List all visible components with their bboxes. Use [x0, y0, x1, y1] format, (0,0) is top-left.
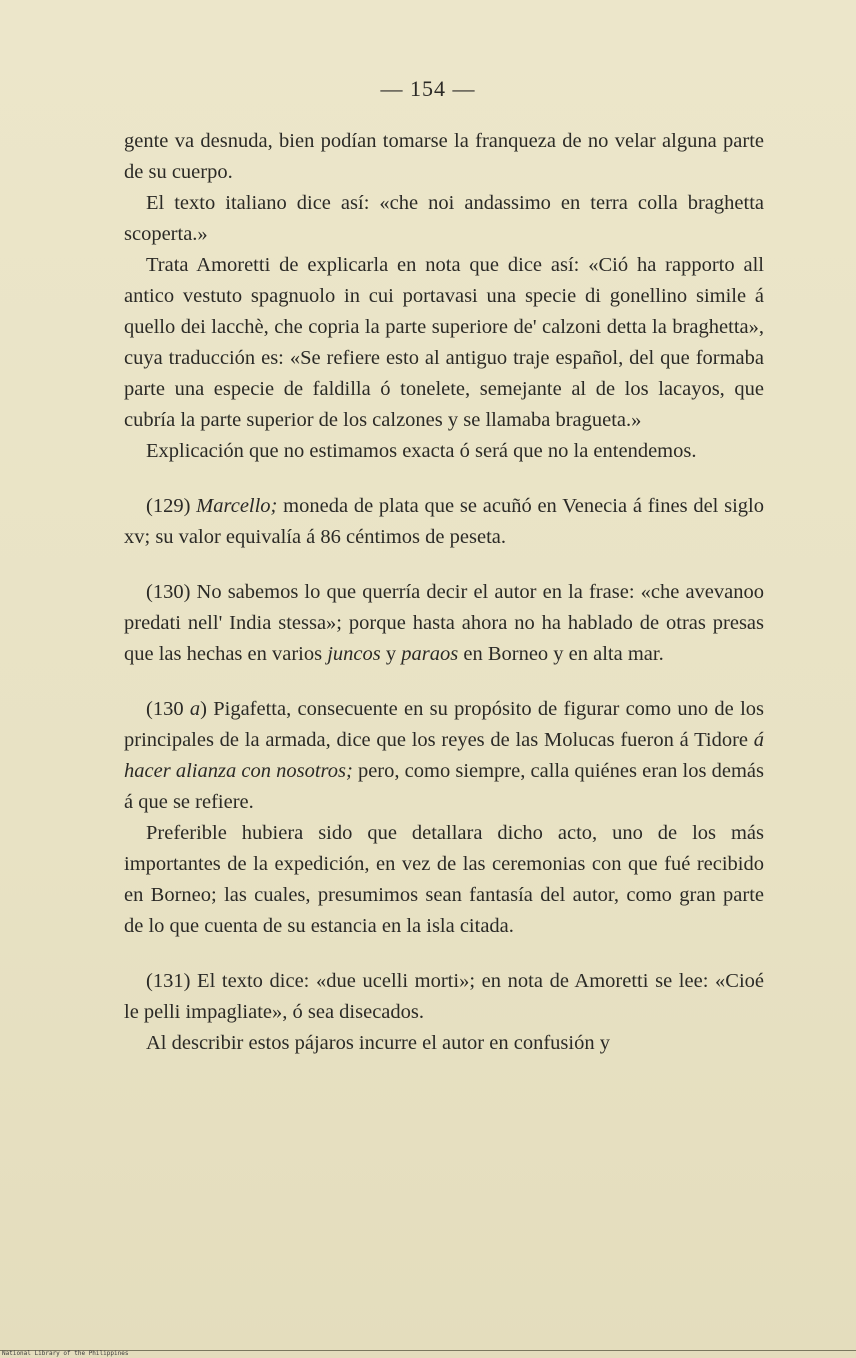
paragraph-p5: [124, 491, 764, 553]
body-text: [124, 126, 764, 1059]
text-run: (131) El texto dice: «due ucelli morti»; en nota de Amoretti se lee: «Cioé le pelli impagliate», ó sea disecados.: [124, 970, 764, 1023]
text-run: (130) No sabemos lo que querría decir el autor en la frase: «che avevanoo predati nell' India stessa»; porque hasta ahora no ha hablado de otras presas que las hechas en varios: [124, 581, 764, 665]
text-run: en Borneo y en alta mar.: [458, 643, 664, 665]
paragraph-p4: [124, 436, 764, 467]
italic-term: Marcello;: [196, 495, 278, 517]
text-run: pero, como siempre, calla quiénes eran los demás á que se refiere.: [124, 760, 764, 813]
paragraph-p10: [124, 1028, 764, 1059]
text-run: ) Pigafetta, consecuente en su propósito de figurar como uno de los principales de la armada, dice que los reyes de las Molucas fueron á Tidore: [124, 698, 764, 751]
italic-term: á hacer alianza con nosotros;: [124, 729, 764, 782]
paragraph-p2: [124, 188, 764, 250]
text-run: (130: [146, 698, 190, 720]
text-run: moneda de plata que se acuñó en Venecia á fines del siglo xv; su valor equivalía á 86 céntimos de peseta.: [124, 495, 764, 548]
italic-term: a: [189, 698, 201, 720]
text-run: Trata Amoretti de explicarla en nota que dice así: «Ció ha rapporto all antico vestuto spagnuolo in cui portavasi una specie di gonellino simile á quello dei lacchè, che copria la parte superiore de' calzoni detta la braghetta», cuya traducción es: «Se refiere esto al antiguo traje español, del que formaba parte una especie de faldilla ó tonelete, semejante al de los lacayos, que cubría la parte superior de los calzones y se llamaba bragueta.»: [124, 254, 764, 431]
page-number: — 154 —: [380, 76, 476, 101]
text-run: y: [380, 643, 402, 665]
text-run: El texto italiano dice así: «che noi andassimo en terra colla braghetta scoperta.»: [124, 192, 764, 245]
italic-term: paraos: [401, 643, 459, 665]
text-run: Explicación que no estimamos exacta ó será que no la entendemos.: [146, 440, 697, 462]
paragraph-p9: [124, 966, 764, 1028]
paragraph-p8: [124, 818, 764, 942]
paragraph-p7: [124, 694, 764, 818]
italic-term: juncos: [327, 643, 381, 665]
paragraph-p6: [124, 577, 764, 670]
library-credit: National Library of the Philippines: [2, 1350, 129, 1357]
text-run: Preferible hubiera sido que detallara dicho acto, uno de los más importantes de la expedición, en vez de las ceremonias con que fué recibido en Borneo; las cuales, presumimos sean fantasía del autor, como gran parte de lo que cuenta de su estancia en la isla citada.: [124, 822, 764, 937]
text-run: Al describir estos pájaros incurre el autor en confusión y: [146, 1032, 610, 1054]
paragraph-p3: [124, 250, 764, 436]
paragraph-p1: [124, 126, 764, 188]
text-run: (129): [146, 495, 197, 517]
text-run: gente va desnuda, bien podían tomarse la franqueza de no velar alguna parte de su cuerpo.: [124, 130, 764, 183]
